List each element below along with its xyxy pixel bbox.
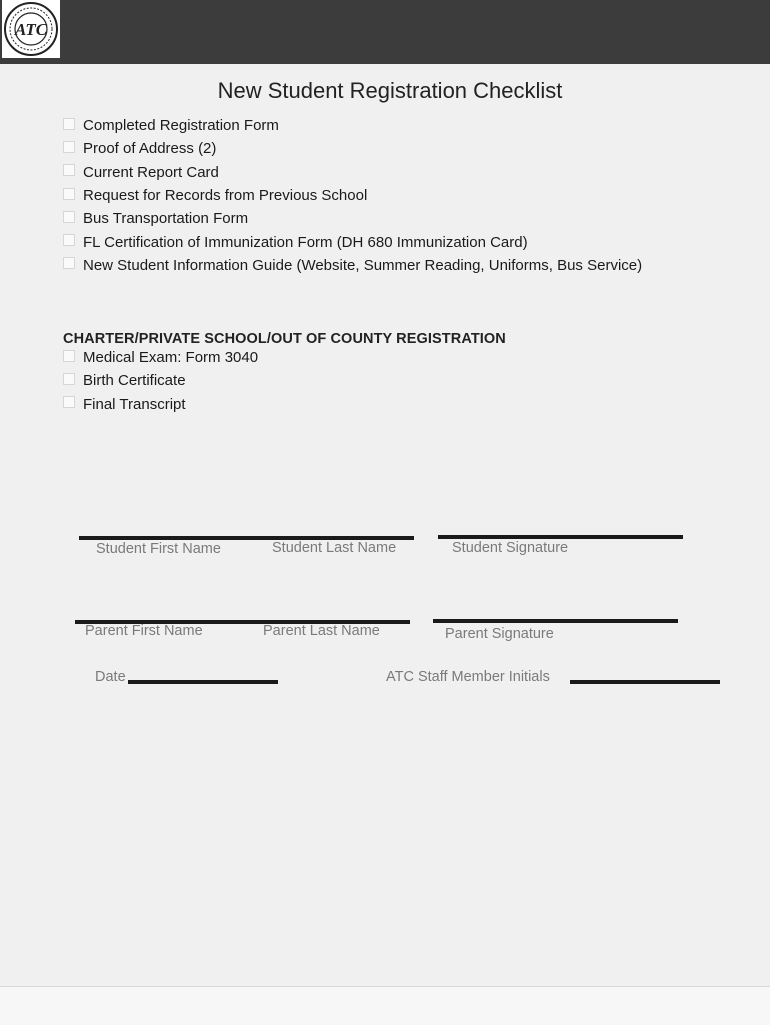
checkbox[interactable] [63,234,75,246]
student-first-name-label: Student First Name [96,541,221,557]
checkbox[interactable] [63,164,75,176]
page-footer-strip [0,986,770,1025]
charter-section-heading: CHARTER/PRIVATE SCHOOL/OUT OF COUNTY REGISTRATION [63,331,506,347]
checklist-item [63,369,258,392]
student-last-name-label: Student Last Name [272,540,397,556]
checklist-item-label: FL Certification of Immunization Form (DH 680 Immunization Card) [83,233,528,251]
checkbox[interactable] [63,257,75,269]
svg-text:ATC: ATC [14,20,48,39]
atc-seal-icon [3,1,59,57]
parent-signature-line[interactable] [433,619,678,623]
checklist-item [63,114,642,137]
checklist-item [63,137,642,160]
checklist-item-label: Current Report Card [83,163,219,181]
checklist-item-label: Bus Transportation Form [83,210,249,228]
checklist-item-label: Completed Registration Form [83,117,279,135]
checklist-item [63,207,642,230]
checkbox[interactable] [63,373,75,385]
charter-checklist [63,346,258,416]
parent-signature-label: Parent Signature [445,626,554,642]
checklist-item-label: Final Transcript [83,395,186,413]
top-toolbar [0,0,770,64]
checklist-item [63,161,642,184]
checklist-item [63,230,642,253]
checklist-item [63,346,258,369]
checkbox[interactable] [63,188,75,200]
staff-initials-line[interactable] [570,680,720,684]
checklist-item-label: Request for Records from Previous School [83,187,368,205]
checklist-item [63,254,642,277]
parent-first-name-label: Parent First Name [85,623,203,639]
checklist-item-label: Birth Certificate [83,372,186,390]
checklist-item-label: Proof of Address (2) [83,140,217,158]
registration-checklist [63,114,642,277]
checkbox[interactable] [63,396,75,408]
date-label: Date [95,669,126,685]
student-signature-line[interactable] [438,535,683,539]
school-logo [2,0,60,58]
student-signature-label: Student Signature [452,540,569,556]
checklist-item [63,184,642,207]
document-title: New Student Registration Checklist [217,78,563,103]
checkbox[interactable] [63,211,75,223]
checklist-item [63,393,258,416]
staff-initials-label: ATC Staff Member Initials [386,669,550,685]
checkbox[interactable] [63,141,75,153]
date-line[interactable] [128,680,278,684]
checklist-item-label: New Student Information Guide (Website, Summer Reading, Uniforms, Bus Service) [83,256,643,274]
checklist-item-label: Medical Exam: Form 3040 [83,349,259,367]
checkbox[interactable] [63,118,75,130]
parent-last-name-label: Parent Last Name [263,623,380,639]
checkbox[interactable] [63,350,75,362]
